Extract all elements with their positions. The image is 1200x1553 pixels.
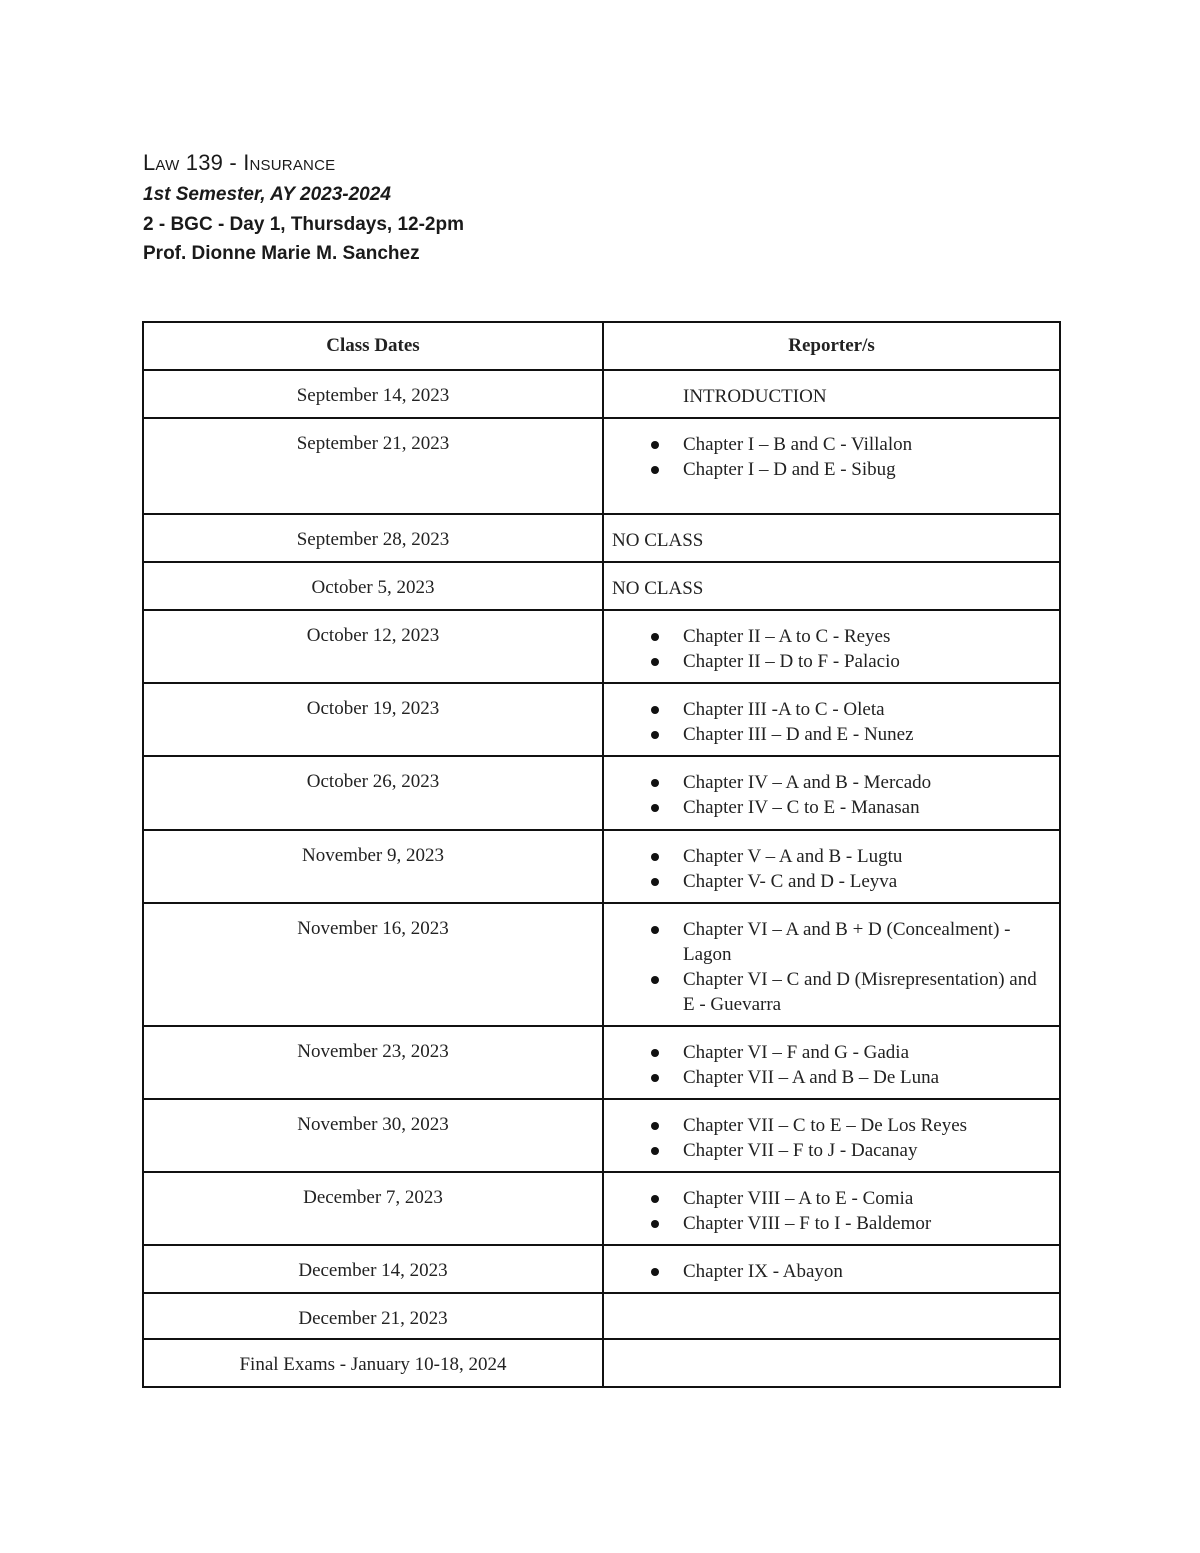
class-date-cell: December 14, 2023 bbox=[143, 1245, 603, 1293]
document-header bbox=[143, 146, 464, 268]
list-item: Chapter VIII – F to I - Baldemor bbox=[612, 1211, 1049, 1236]
table-row bbox=[143, 562, 1060, 610]
table-row bbox=[143, 683, 1060, 756]
reporters-cell bbox=[603, 756, 1060, 830]
reporter-list bbox=[612, 1113, 1049, 1163]
table-row bbox=[143, 1293, 1060, 1339]
class-date-cell: December 21, 2023 bbox=[143, 1293, 603, 1339]
reporters-cell bbox=[603, 1026, 1060, 1099]
reporters-cell bbox=[603, 610, 1060, 683]
list-item: Chapter III – D and E - Nunez bbox=[612, 722, 1049, 747]
class-date-cell: November 23, 2023 bbox=[143, 1026, 603, 1099]
reporter-list bbox=[612, 1186, 1049, 1236]
table-body bbox=[143, 370, 1060, 1387]
section-schedule-line: 2 - BGC - Day 1, Thursdays, 12-2pm bbox=[143, 214, 464, 235]
class-date-cell: October 5, 2023 bbox=[143, 562, 603, 610]
reporting-schedule-table bbox=[142, 321, 1061, 1388]
class-date-cell: Final Exams - January 10-18, 2024 bbox=[143, 1339, 603, 1387]
reporters-cell bbox=[603, 370, 1060, 418]
class-date-cell: October 12, 2023 bbox=[143, 610, 603, 683]
table-row bbox=[143, 903, 1060, 1026]
course-title: Law 139 - Insurance bbox=[143, 150, 336, 175]
table-row bbox=[143, 1026, 1060, 1099]
column-header-class-dates: Class Dates bbox=[143, 322, 603, 370]
table-row bbox=[143, 370, 1060, 418]
class-date-cell: September 28, 2023 bbox=[143, 514, 603, 562]
list-item: Chapter I – B and C - Villalon bbox=[612, 432, 1049, 457]
table-row bbox=[143, 418, 1060, 514]
class-date-cell: October 26, 2023 bbox=[143, 756, 603, 830]
list-item: Chapter VI – A and B + D (Concealment) - Lagon bbox=[612, 917, 1049, 967]
reporter-list bbox=[612, 432, 1049, 482]
list-item: Chapter VII – A and B – De Luna bbox=[612, 1065, 1049, 1090]
class-date-cell: November 16, 2023 bbox=[143, 903, 603, 1026]
class-date-cell: November 30, 2023 bbox=[143, 1099, 603, 1172]
table-row bbox=[143, 514, 1060, 562]
list-item: Chapter V- C and D - Leyva bbox=[612, 869, 1049, 894]
table-row bbox=[143, 1172, 1060, 1245]
list-item: Chapter VI – F and G - Gadia bbox=[612, 1040, 1049, 1065]
reporter-list bbox=[612, 917, 1049, 1017]
reporters-cell bbox=[603, 514, 1060, 562]
reporters-cell bbox=[603, 830, 1060, 903]
table-row bbox=[143, 610, 1060, 683]
reporters-cell bbox=[603, 1293, 1060, 1339]
list-item: Chapter IV – C to E - Manasan bbox=[612, 795, 1049, 820]
professor-name: Prof. Dionne Marie M. Sanchez bbox=[143, 243, 420, 264]
table-row bbox=[143, 830, 1060, 903]
reporters-cell bbox=[603, 1245, 1060, 1293]
class-date-cell: October 19, 2023 bbox=[143, 683, 603, 756]
reporter-note: INTRODUCTION bbox=[683, 386, 827, 407]
reporter-list bbox=[612, 844, 1049, 894]
column-header-reporters: Reporter/s bbox=[603, 322, 1060, 370]
list-item: Chapter IX - Abayon bbox=[612, 1259, 1049, 1284]
list-item: Chapter IV – A and B - Mercado bbox=[612, 770, 1049, 795]
list-item: Chapter VII – F to J - Dacanay bbox=[612, 1138, 1049, 1163]
class-date-cell: November 9, 2023 bbox=[143, 830, 603, 903]
semester-line: 1st Semester, AY 2023-2024 bbox=[143, 184, 391, 205]
table-header-row bbox=[143, 322, 1060, 370]
list-item: Chapter V – A and B - Lugtu bbox=[612, 844, 1049, 869]
reporters-cell bbox=[603, 1099, 1060, 1172]
list-item: Chapter I – D and E - Sibug bbox=[612, 457, 1049, 482]
list-item: Chapter VIII – A to E - Comia bbox=[612, 1186, 1049, 1211]
reporters-cell bbox=[603, 562, 1060, 610]
reporter-list bbox=[612, 697, 1049, 747]
table-row bbox=[143, 1339, 1060, 1387]
class-date-cell: September 14, 2023 bbox=[143, 370, 603, 418]
reporters-cell bbox=[603, 1172, 1060, 1245]
list-item: Chapter II – A to C - Reyes bbox=[612, 624, 1049, 649]
reporter-list bbox=[612, 1259, 1049, 1284]
table-row bbox=[143, 1099, 1060, 1172]
reporters-cell bbox=[603, 418, 1060, 514]
list-item: Chapter III -A to C - Oleta bbox=[612, 697, 1049, 722]
table-row bbox=[143, 1245, 1060, 1293]
reporters-cell bbox=[603, 903, 1060, 1026]
reporters-cell bbox=[603, 1339, 1060, 1387]
list-item: Chapter VII – C to E – De Los Reyes bbox=[612, 1113, 1049, 1138]
list-item: Chapter VI – C and D (Misrepresentation) and E - Guevarra bbox=[612, 967, 1049, 1017]
reporter-note: NO CLASS bbox=[612, 578, 704, 599]
reporter-list bbox=[612, 1040, 1049, 1090]
class-date-cell: December 7, 2023 bbox=[143, 1172, 603, 1245]
reporters-cell bbox=[603, 683, 1060, 756]
class-date-cell: September 21, 2023 bbox=[143, 418, 603, 514]
reporter-note: NO CLASS bbox=[612, 530, 704, 551]
reporter-list bbox=[612, 770, 1049, 820]
list-item: Chapter II – D to F - Palacio bbox=[612, 649, 1049, 674]
table-row bbox=[143, 756, 1060, 830]
reporter-list bbox=[612, 624, 1049, 674]
